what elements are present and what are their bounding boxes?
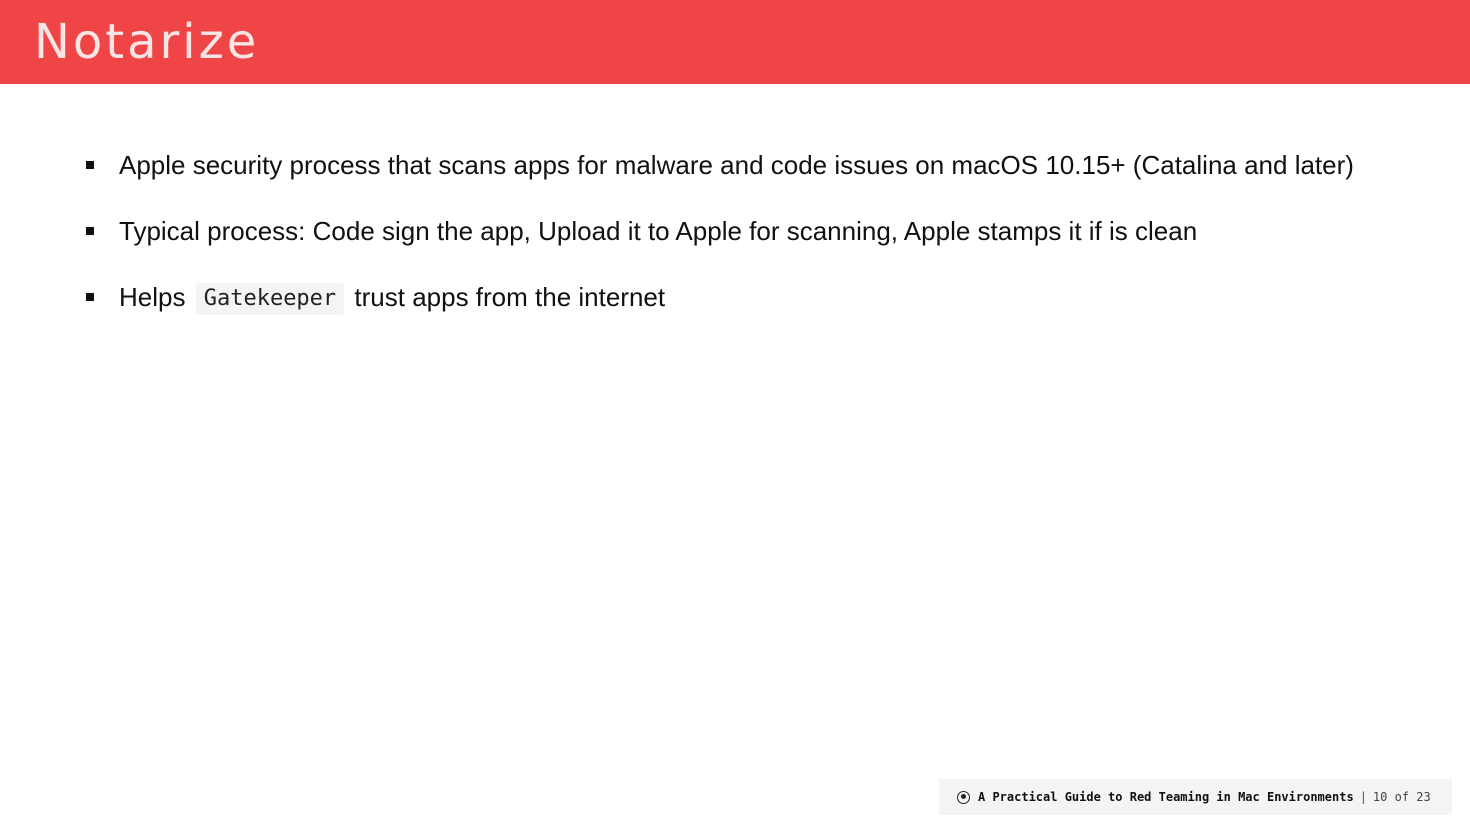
bullet-text: Apple security process that scans apps for malware and code issues on macOS 10.15+ (Catalina and later): [119, 150, 1354, 180]
inline-code-gatekeeper: Gatekeeper: [196, 283, 344, 315]
slide-header: [0, 0, 1470, 84]
slide-footer: [939, 779, 1452, 815]
footer-separator: |: [1359, 790, 1367, 804]
slide-title: Notarize: [34, 14, 260, 70]
radio-target-icon: [957, 791, 970, 804]
page-indicator: 10 of 23: [1372, 790, 1431, 804]
bullet-text-before: Helps: [119, 282, 186, 312]
square-bullet-icon: [86, 161, 94, 169]
square-bullet-icon: [86, 293, 94, 301]
square-bullet-icon: [86, 227, 94, 235]
bullet-text: [119, 280, 665, 315]
deck-title: A Practical Guide to Red Teaming in Mac Environments: [978, 790, 1354, 804]
bullet-text: Typical process: Code sign the app, Upload it to Apple for scanning, Apple stamps it if is clean: [119, 216, 1198, 246]
bullet-text-after: trust apps from the internet: [354, 282, 666, 312]
